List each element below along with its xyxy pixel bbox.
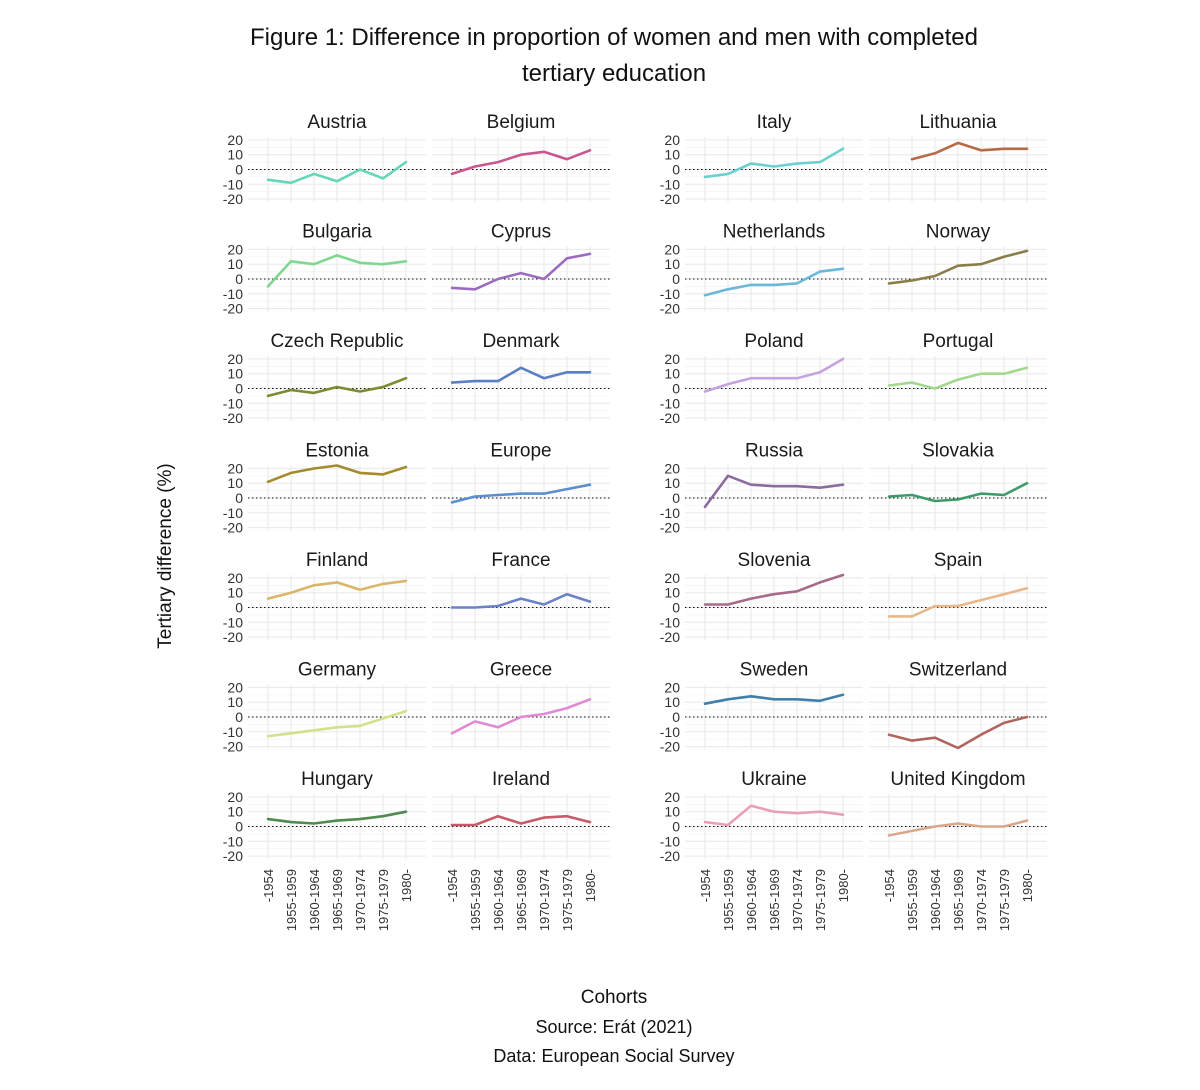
y-tick-label: 20 <box>227 679 243 696</box>
panel-title-slovakia: Slovakia <box>922 440 994 462</box>
y-tick-label: 10 <box>664 584 680 601</box>
y-tick-label: 20 <box>227 131 243 148</box>
y-tick-label: 20 <box>227 460 243 477</box>
y-tick-label: 20 <box>227 241 243 258</box>
y-tick-label: 20 <box>227 569 243 586</box>
x-tick-label: 1960-1964 <box>491 869 506 932</box>
y-tick-label: 10 <box>664 803 680 820</box>
y-tick-label: -20 <box>222 191 243 208</box>
y-tick-label: 20 <box>664 460 680 477</box>
panel-title-hungary: Hungary <box>301 769 373 790</box>
x-tick-label: -1954 <box>261 869 276 903</box>
y-tick-label: -10 <box>222 395 243 412</box>
x-tick-label: 1970-1974 <box>974 869 989 932</box>
x-axis-label: Cohorts <box>580 987 648 1008</box>
y-tick-label: -10 <box>222 176 243 193</box>
panel-title-ukraine: Ukraine <box>741 769 807 790</box>
x-tick-label: 1960-1964 <box>307 869 322 932</box>
y-tick-label: 10 <box>664 256 680 273</box>
y-tick-label: 0 <box>235 161 243 178</box>
panel-title-france: France <box>491 550 551 571</box>
panel-title-norway: Norway <box>925 221 991 243</box>
y-tick-label: 0 <box>672 380 680 397</box>
y-tick-label: 0 <box>672 818 680 835</box>
x-tick-label: 1965-1969 <box>330 869 345 932</box>
panel-title-finland: Finland <box>305 550 369 571</box>
x-tick-label: -1954 <box>698 869 713 903</box>
y-tick-label: 20 <box>227 350 243 367</box>
y-tick-label: -20 <box>659 629 680 646</box>
y-tick-label: 0 <box>672 161 680 178</box>
panel-title-belgium: Belgium <box>486 112 556 133</box>
y-tick-label: 10 <box>227 475 243 492</box>
panel-title-poland: Poland <box>744 331 804 352</box>
y-tick-label: -20 <box>222 410 243 427</box>
panel-title-lithuania: Lithuania <box>919 112 997 133</box>
x-tick-label: 1955-1959 <box>284 869 299 932</box>
y-tick-label: -10 <box>659 504 680 521</box>
y-tick-label: 0 <box>235 271 243 287</box>
y-tick-label: 10 <box>664 146 680 163</box>
y-tick-label: -20 <box>222 300 243 317</box>
x-tick-label: 1980- <box>836 869 851 903</box>
y-tick-label: 10 <box>664 694 680 711</box>
x-tick-label: 1970-1974 <box>537 869 552 932</box>
panel-title-russia: Russia <box>744 440 804 462</box>
panel-title-sweden: Sweden <box>739 659 809 681</box>
panel-title-cyprus: Cyprus <box>490 221 552 243</box>
x-tick-label: 1960-1964 <box>744 869 759 932</box>
y-tick-label: 10 <box>227 256 243 273</box>
panel-title-czech-republic: Czech Republic <box>270 331 404 352</box>
y-tick-label: 20 <box>664 679 680 696</box>
x-tick-label: 1980- <box>1020 869 1035 903</box>
x-tick-label: 1970-1974 <box>790 869 805 932</box>
y-tick-label: -20 <box>222 519 243 536</box>
panel-title-austria: Austria <box>307 112 367 133</box>
y-tick-label: 20 <box>664 569 680 586</box>
x-tick-label: 1980- <box>399 869 414 903</box>
panel-title-estonia: Estonia <box>305 440 369 462</box>
panel-title-bulgaria: Bulgaria <box>302 221 372 243</box>
x-tick-label: 1955-1959 <box>905 869 920 932</box>
y-tick-label: 0 <box>235 380 243 397</box>
panel-title-switzerland: Switzerland <box>908 659 1008 681</box>
panel-title-slovenia: Slovenia <box>737 550 811 571</box>
y-tick-label: 10 <box>227 803 243 820</box>
y-tick-label: 10 <box>227 146 243 163</box>
y-tick-label: 10 <box>227 694 243 711</box>
panel-title-europe: Europe <box>490 440 552 462</box>
panel-title-greece: Greece <box>489 659 553 681</box>
y-tick-label: 0 <box>235 599 243 616</box>
y-tick-label: -20 <box>659 410 680 427</box>
y-tick-label: 0 <box>672 599 680 616</box>
y-tick-label: -10 <box>222 833 243 850</box>
x-tick-label: -1954 <box>882 869 897 903</box>
x-tick-label: 1980- <box>583 869 598 903</box>
y-tick-label: 20 <box>664 788 680 805</box>
y-tick-label: -10 <box>222 285 243 302</box>
y-axis-label: Tertiary difference (%) <box>155 463 176 649</box>
y-tick-label: -20 <box>222 629 243 646</box>
y-tick-label: -20 <box>222 738 243 755</box>
y-tick-label: 0 <box>672 490 680 506</box>
panel-title-united-kingdom: United Kingdom <box>890 769 1026 790</box>
y-tick-label: -20 <box>659 848 680 865</box>
y-tick-label: 0 <box>672 271 680 287</box>
x-tick-label: 1955-1959 <box>721 869 736 932</box>
y-tick-label: -10 <box>659 285 680 302</box>
y-tick-label: 20 <box>227 788 243 805</box>
x-tick-label: 1960-1964 <box>928 869 943 932</box>
x-tick-label: 1975-1979 <box>560 869 575 932</box>
panel-title-portugal: Portugal <box>922 331 994 352</box>
x-tick-label: 1975-1979 <box>997 869 1012 932</box>
y-tick-label: 0 <box>235 818 243 835</box>
y-tick-label: -10 <box>659 176 680 193</box>
y-tick-label: 0 <box>672 709 680 725</box>
y-tick-label: -10 <box>659 395 680 412</box>
chart-title-line-1: Figure 1: Difference in proportion of women and men with completed <box>250 24 978 51</box>
y-tick-label: -20 <box>659 191 680 208</box>
y-tick-label: 10 <box>227 584 243 601</box>
x-tick-label: 1965-1969 <box>951 869 966 932</box>
y-tick-label: -10 <box>222 723 243 740</box>
y-tick-label: 20 <box>664 350 680 367</box>
panel-title-netherlands: Netherlands <box>722 221 826 243</box>
panel-title-germany: Germany <box>297 659 377 681</box>
y-tick-label: 20 <box>664 241 680 258</box>
x-tick-label: 1955-1959 <box>468 869 483 932</box>
y-tick-label: -10 <box>659 833 680 850</box>
source-note: Source: Erát (2021) <box>535 1017 693 1037</box>
x-tick-label: 1975-1979 <box>813 869 828 932</box>
y-tick-label: 0 <box>235 709 243 725</box>
y-tick-label: 10 <box>664 365 680 382</box>
y-tick-label: 10 <box>227 365 243 382</box>
panel-title-italy: Italy <box>756 112 792 133</box>
y-tick-label: 10 <box>664 475 680 492</box>
panel-title-ireland: Ireland <box>491 769 551 790</box>
x-tick-label: 1970-1974 <box>353 869 368 932</box>
y-tick-label: -20 <box>659 519 680 536</box>
panel-title-spain: Spain <box>933 550 983 571</box>
y-tick-label: -10 <box>659 614 680 631</box>
y-tick-label: -20 <box>222 848 243 865</box>
x-tick-label: 1965-1969 <box>767 869 782 932</box>
y-tick-label: -20 <box>659 300 680 317</box>
chart-title-line-2: tertiary education <box>521 60 707 87</box>
y-tick-label: 20 <box>664 131 680 148</box>
y-tick-label: -20 <box>659 738 680 755</box>
y-tick-label: 0 <box>235 490 243 506</box>
y-tick-label: -10 <box>222 614 243 631</box>
panel-title-denmark: Denmark <box>482 331 560 352</box>
x-tick-label: 1965-1969 <box>514 869 529 932</box>
y-tick-label: -10 <box>222 504 243 521</box>
y-tick-label: -10 <box>659 723 680 740</box>
x-tick-label: 1975-1979 <box>376 869 391 932</box>
x-tick-label: -1954 <box>445 869 460 903</box>
data-note: Data: European Social Survey <box>493 1046 735 1066</box>
